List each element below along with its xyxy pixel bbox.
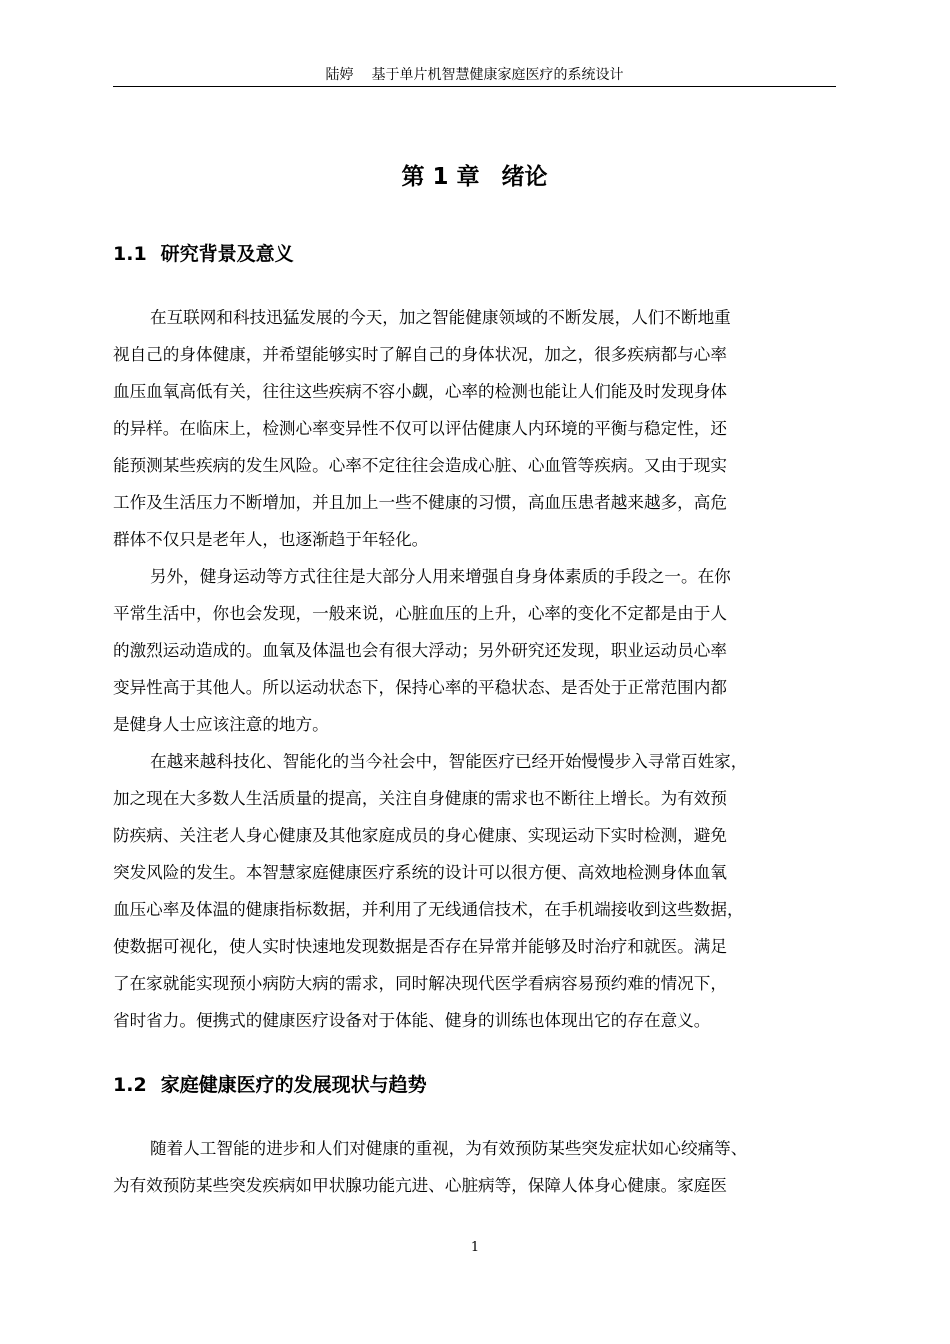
body-line: 平常生活中，你也会发现，一般来说，心脏血压的上升，心率的变化不定都是由于人 — [113, 604, 727, 623]
chapter-name: 绪论 — [501, 164, 548, 190]
chapter-number: 第 1 章 — [401, 164, 480, 190]
section-number: 1.1 — [113, 243, 147, 265]
body-line: 变异性高于其他人。所以运动状态下，保持心率的平稳状态、是否处于正常范围内都 — [113, 678, 727, 697]
header-title: 基于单片机智慧健康家庭医疗的系统设计 — [371, 67, 624, 83]
body-line: 在互联网和科技迅猛发展的今天，加之智能健康领域的不断发展，人们不断地重 — [150, 308, 731, 327]
section-title: 研究背景及意义 — [160, 243, 294, 265]
running-header — [113, 66, 836, 87]
body-line: 了在家就能实现预小病防大病的需求，同时解决现代医学看病容易预约难的情况下， — [113, 974, 727, 993]
body-line: 是健身人士应该注意的地方。 — [113, 715, 329, 734]
body-line: 血压血氧高低有关，往往这些疾病不容小觑，心率的检测也能让人们能及时发现身体 — [113, 382, 727, 401]
body-line: 能预测某些疾病的发生风险。心率不定往往会造成心脏、心血管等疾病。又由于现实 — [113, 456, 727, 475]
section-heading-1-2 — [113, 1071, 427, 1099]
section-heading-1-1 — [113, 240, 294, 268]
body-line: 在越来越科技化、智能化的当今社会中，智能医疗已经开始慢慢步入寻常百姓家， — [150, 752, 748, 771]
body-line: 视自己的身体健康，并希望能够实时了解自己的身体状况，加之，很多疾病都与心率 — [113, 345, 727, 364]
body-line: 为有效预防某些突发疾病如甲状腺功能亢进、心脏病等，保障人体身心健康。家庭医 — [113, 1176, 727, 1195]
body-line: 加之现在大多数人生活质量的提高，关注自身健康的需求也不断往上增长。为有效预 — [113, 789, 727, 808]
section-number: 1.2 — [113, 1074, 147, 1096]
body-line: 工作及生活压力不断增加，并且加上一些不健康的习惯，高血压患者越来越多，高危 — [113, 493, 727, 512]
body-line: 群体不仅只是老年人，也逐渐趋于年轻化。 — [113, 530, 429, 549]
body-line: 另外，健身运动等方式往往是大部分人用来增强自身身体素质的手段之一。在你 — [150, 567, 731, 586]
body-line: 的异样。在临床上，检测心率变异性不仅可以评估健康人内环境的平衡与稳定性，还 — [113, 419, 727, 438]
header-author: 陆婷 — [325, 67, 354, 83]
body-line: 的激烈运动造成的。血氧及体温也会有很大浮动；另外研究还发现，职业运动员心率 — [113, 641, 727, 660]
body-line: 使数据可视化，使人实时快速地发现数据是否存在异常并能够及时治疗和就医。满足 — [113, 937, 727, 956]
body-line: 防疾病、关注老人身心健康及其他家庭成员的身心健康、实现运动下实时检测，避免 — [113, 826, 727, 845]
page-number: 1 — [470, 1240, 480, 1255]
body-line: 血压心率及体温的健康指标数据，并利用了无线通信技术，在手机端接收到这些数据， — [113, 900, 744, 919]
section-title: 家庭健康医疗的发展现状与趋势 — [160, 1074, 427, 1096]
body-line: 突发风险的发生。本智慧家庭健康医疗系统的设计可以很方便、高效地检测身体血氧 — [113, 863, 727, 882]
body-line: 随着人工智能的进步和人们对健康的重视，为有效预防某些突发症状如心绞痛等、 — [150, 1139, 748, 1158]
chapter-title — [113, 160, 836, 194]
body-line: 省时省力。便携式的健康医疗设备对于体能、健身的训练也体现出它的存在意义。 — [113, 1011, 711, 1030]
